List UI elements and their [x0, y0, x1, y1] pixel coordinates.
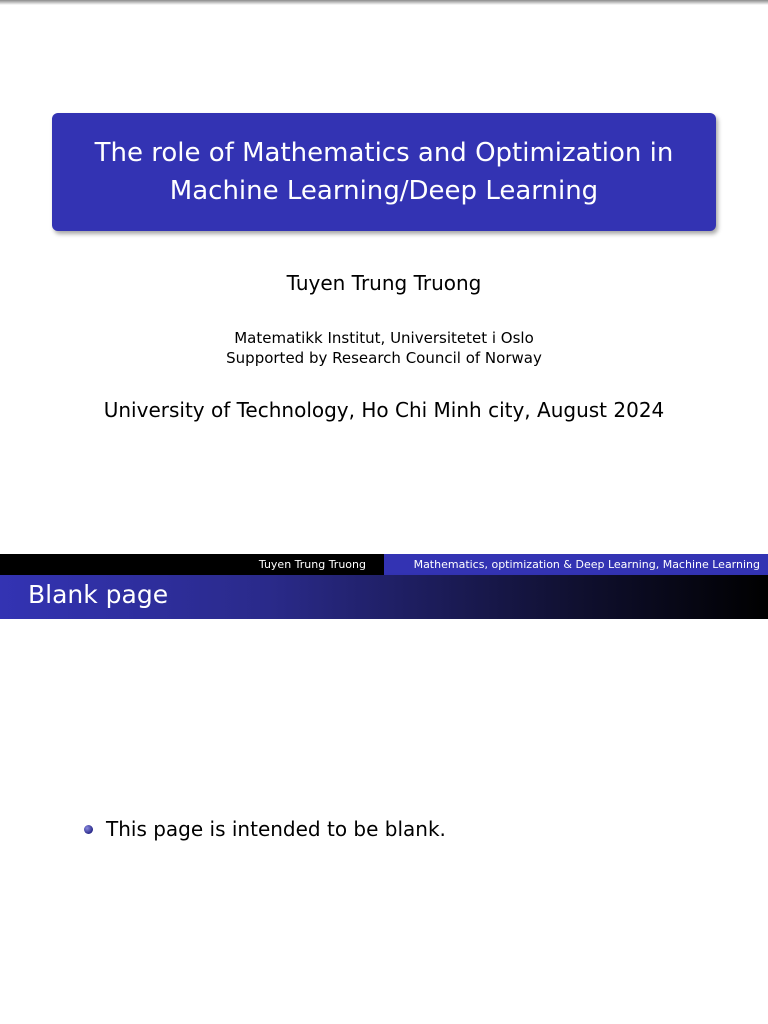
bullet-icon [84, 825, 93, 834]
blank-page-slide [0, 619, 768, 1024]
institution-block [0, 328, 768, 368]
institution-line: Matematikk Institut, Universitetet i Oslo [234, 329, 534, 347]
presentation-title: The role of Mathematics and Optimization in Machine Learning/Deep Learning [94, 138, 674, 206]
bullet-text: This page is intended to be blank. [106, 817, 446, 841]
support-line: Supported by Research Council of Norway [226, 349, 542, 367]
title-box [52, 113, 716, 231]
slide-footer [0, 554, 768, 575]
frame-title: Blank page [28, 580, 169, 609]
author-name: Tuyen Trung Truong [286, 271, 482, 295]
title-slide [0, 5, 768, 554]
footer-author: Tuyen Trung Truong [0, 554, 384, 575]
venue-date: University of Technology, Ho Chi Minh city, August 2024 [103, 398, 665, 422]
frame-title-bar [0, 575, 768, 619]
list-item [84, 817, 446, 841]
footer-short-title: Mathematics, optimization & Deep Learning, Machine Learning [384, 554, 768, 575]
